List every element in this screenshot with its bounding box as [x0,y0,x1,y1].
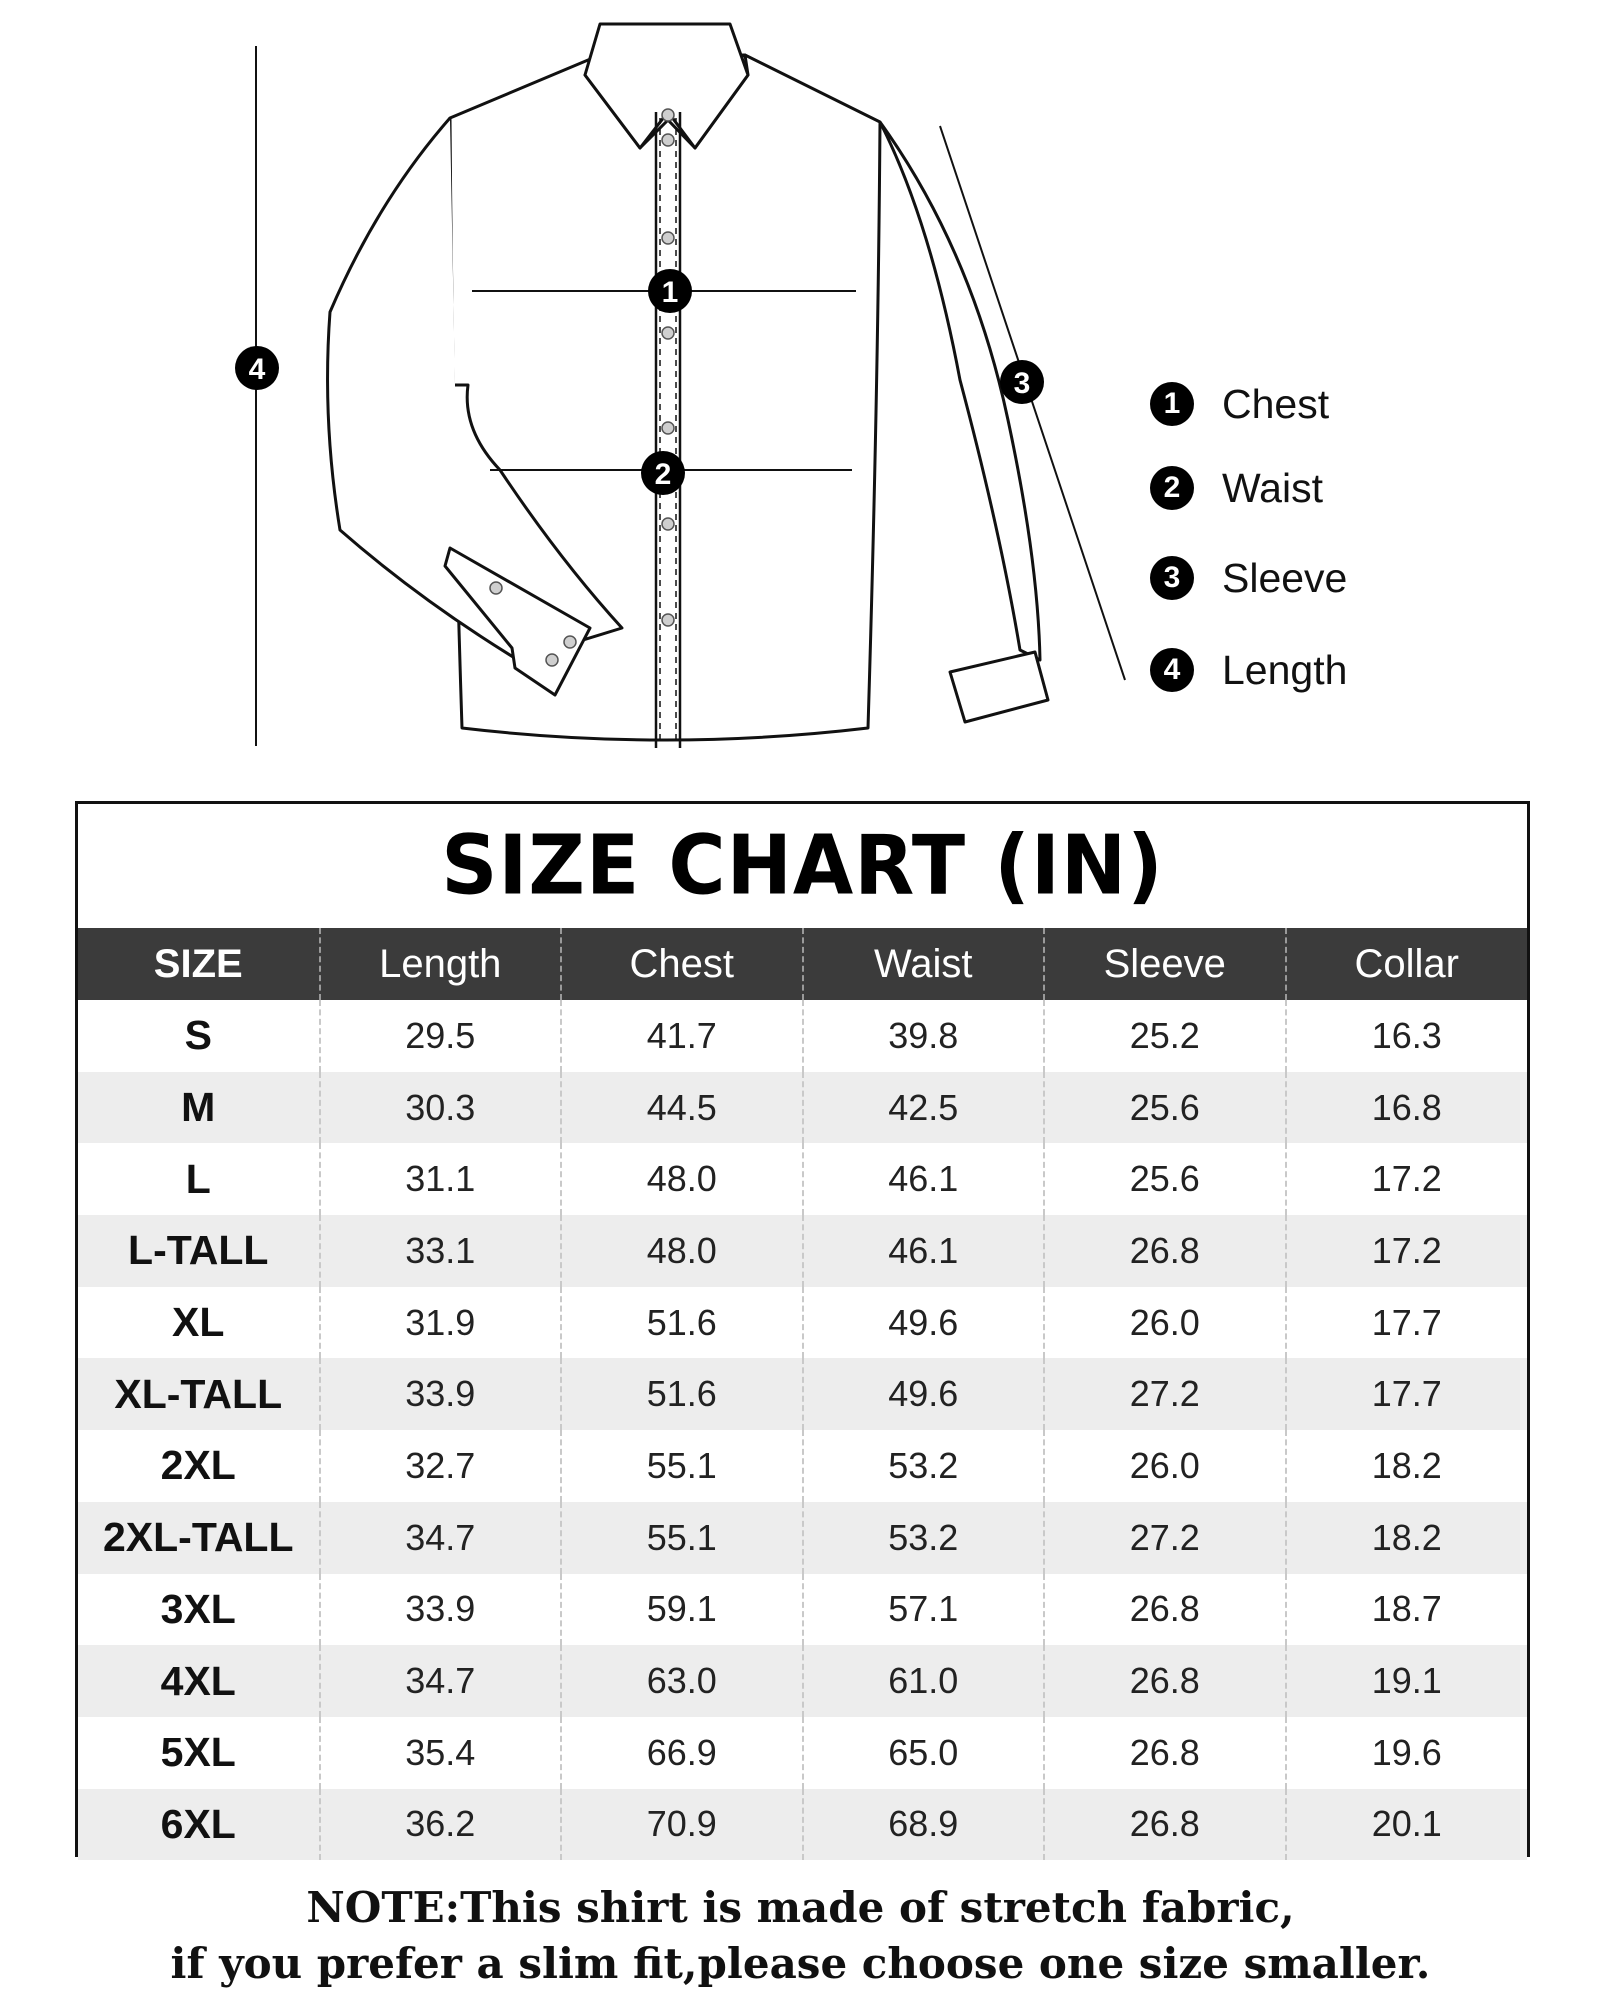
size-cell: L-TALL [78,1215,320,1287]
legend-label: Waist [1222,464,1323,511]
measurement-cell: 61.0 [803,1645,1045,1717]
measurement-cell: 53.2 [803,1430,1045,1502]
measurement-cell: 17.7 [1286,1358,1528,1430]
note-line-1: NOTE:This shirt is made of stretch fabric, [306,1883,1295,1932]
fit-note [0,1880,1601,1992]
measurement-cell: 26.0 [1044,1430,1286,1502]
measurement-cell: 34.7 [320,1502,562,1574]
measurement-cell: 25.2 [1044,1000,1286,1072]
measurement-cell: 17.2 [1286,1143,1528,1215]
measurement-cell: 18.2 [1286,1430,1528,1502]
measurement-cell: 49.6 [803,1358,1045,1430]
measurement-cell: 26.8 [1044,1789,1286,1861]
measurement-cell: 26.8 [1044,1645,1286,1717]
legend-label: Length [1222,646,1348,693]
legend-item-waist [1150,464,1323,512]
table-body [78,1000,1527,1860]
svg-text:4: 4 [248,353,266,386]
measurement-cell: 53.2 [803,1502,1045,1574]
column-header-chest: Chest [561,928,803,1000]
size-cell: 3XL [160,1585,236,1632]
legend-label: Sleeve [1222,554,1348,601]
measurement-cell: 25.6 [1044,1143,1286,1215]
measurement-cell: 17.7 [1286,1287,1528,1359]
measurement-cell: 33.9 [320,1574,562,1646]
table-row [78,1430,1527,1502]
measurement-cell: 19.6 [1286,1717,1528,1789]
measurement-cell: 68.9 [803,1789,1045,1861]
table-row [78,1645,1527,1717]
measurement-cell: 49.6 [803,1287,1045,1359]
size-cell: XL [172,1299,225,1346]
table-row [78,1574,1527,1646]
legend-item-sleeve [1150,554,1347,602]
legend-item-length [1150,646,1347,694]
legend-number: 1 [1150,382,1194,426]
measurement-cell: 26.0 [1044,1287,1286,1359]
measurement-cell: 39.8 [803,1000,1045,1072]
measurement-cell: 48.0 [561,1143,803,1215]
chest-marker [648,269,692,313]
size-cell: XL-TALL [78,1358,320,1430]
shirt-icon [328,24,1048,740]
measurement-cell: 25.6 [1044,1072,1286,1144]
measurement-cell: 51.6 [561,1287,803,1359]
column-header-sleeve: Sleeve [1044,928,1286,1000]
measurement-cell: 33.1 [320,1215,562,1287]
measurement-cell: 55.1 [561,1502,803,1574]
table-row [78,1287,1527,1359]
measurement-cell: 29.5 [320,1000,562,1072]
table-row [78,1358,1527,1430]
measurement-cell: 36.2 [320,1789,562,1861]
measurement-cell: 33.9 [320,1358,562,1430]
measurement-cell: 46.1 [803,1143,1045,1215]
table-header-row [78,928,1527,1000]
measurement-cell: 65.0 [803,1717,1045,1789]
measurement-cell: 55.1 [561,1430,803,1502]
size-cell: L [185,1155,211,1202]
size-cell: 5XL [160,1729,236,1776]
size-cell: M [78,1072,320,1144]
table-row [78,1789,1527,1861]
note-line-2: if you prefer a slim fit,please choose one size smaller. [170,1939,1431,1988]
legend-item-chest [1150,380,1329,428]
size-cell: 6XL [78,1789,320,1861]
measurement-cell: 31.1 [320,1143,562,1215]
measurement-cell: 32.7 [320,1430,562,1502]
measurement-cell: 27.2 [1044,1502,1286,1574]
measurement-cell: 20.1 [1286,1789,1528,1861]
measurement-cell: 41.7 [561,1000,803,1072]
table-row [78,1000,1527,1072]
measurement-cell: 26.8 [1044,1215,1286,1287]
legend-label: Chest [1222,380,1330,427]
measurement-cell: 46.1 [803,1215,1045,1287]
length-marker [235,346,279,390]
size-cell: 2XL-TALL [78,1502,320,1574]
measurement-cell: 17.2 [1286,1215,1528,1287]
measurement-cell: 19.1 [1286,1645,1528,1717]
measurement-cell: 16.8 [1286,1072,1528,1144]
measurement-cell: 34.7 [320,1645,562,1717]
table-row [78,1143,1527,1215]
measurement-cell: 18.7 [1286,1574,1528,1646]
column-header-size: SIZE [78,928,320,1000]
measurement-cell: 26.8 [1044,1717,1286,1789]
column-header-waist: Waist [803,928,1045,1000]
size-chart [75,801,1530,1857]
waist-marker [641,451,685,495]
table-row [78,1717,1527,1789]
measurement-cell: 48.0 [561,1215,803,1287]
sleeve-marker [1000,360,1044,404]
legend-number: 2 [1150,466,1194,510]
measurement-cell: 59.1 [561,1574,803,1646]
table-row [78,1215,1527,1287]
measurement-cell: 66.9 [561,1717,803,1789]
size-cell: S [184,1012,212,1059]
table-row [78,1072,1527,1144]
shirt-measurement-diagram [0,0,1601,780]
measurement-cell: 51.6 [561,1358,803,1430]
svg-text:1: 1 [661,276,679,309]
measurement-cell: 26.8 [1044,1574,1286,1646]
svg-text:3: 3 [1013,367,1031,400]
column-header-length: Length [320,928,562,1000]
measurement-cell: 27.2 [1044,1358,1286,1430]
measurement-cell: 30.3 [320,1072,562,1144]
size-cell: 2XL [160,1442,236,1489]
size-table [78,928,1527,1860]
chart-title: SIZE CHART (IN) [441,818,1164,914]
measurement-cell: 18.2 [1286,1502,1528,1574]
legend-number: 4 [1150,648,1194,692]
measurement-cell: 35.4 [320,1717,562,1789]
measurement-cell: 16.3 [1286,1000,1528,1072]
measurement-cell: 63.0 [561,1645,803,1717]
measurement-cell: 44.5 [561,1072,803,1144]
measurement-cell: 70.9 [561,1789,803,1861]
measurement-cell: 31.9 [320,1287,562,1359]
column-header-collar: Collar [1286,928,1528,1000]
measurement-cell: 42.5 [803,1072,1045,1144]
table-row [78,1502,1527,1574]
measurement-cell: 57.1 [803,1574,1045,1646]
size-cell: 4XL [78,1645,320,1717]
legend-number: 3 [1150,556,1194,600]
svg-text:2: 2 [654,458,672,491]
